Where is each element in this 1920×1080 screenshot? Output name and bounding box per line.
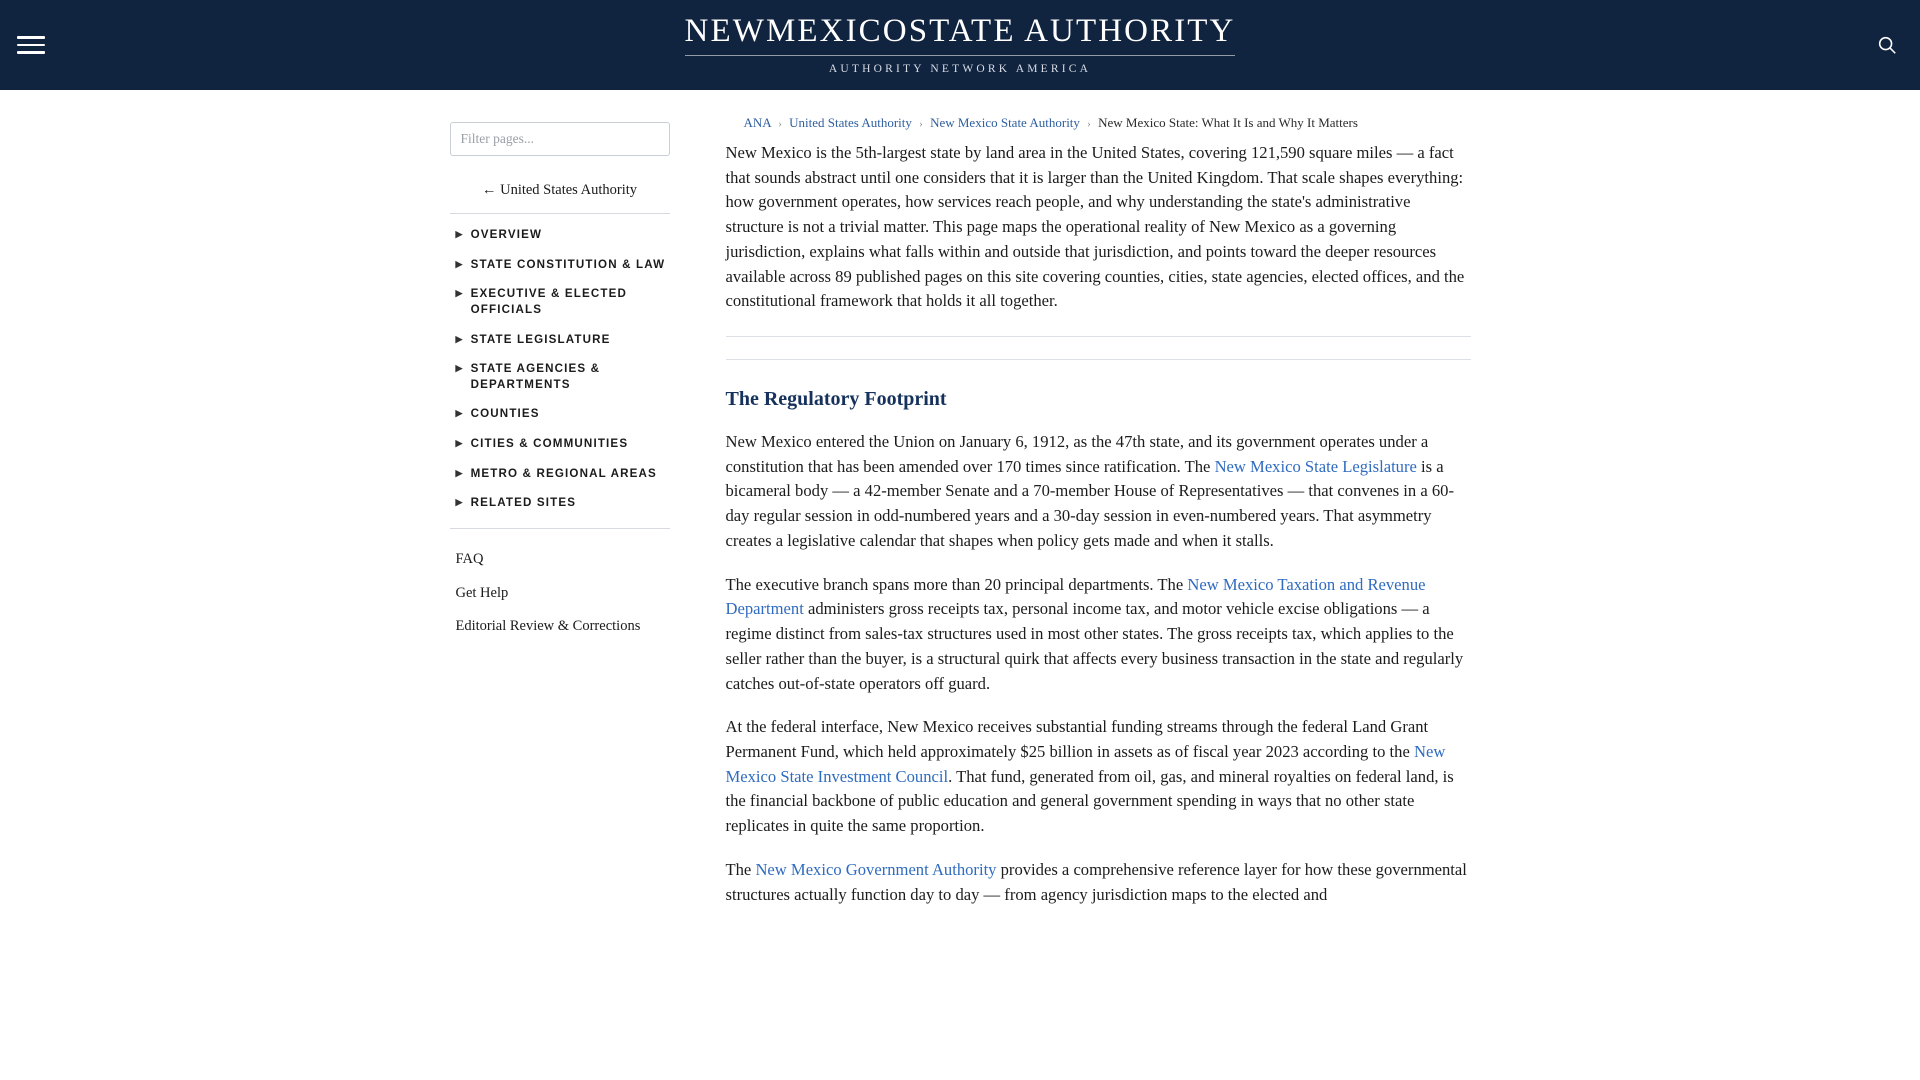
- paragraph-government-authority: [726, 858, 1471, 907]
- sidebar-item-executive-elected-officials[interactable]: [450, 279, 670, 324]
- sidebar-item-state-constitution-law[interactable]: [450, 250, 670, 280]
- sidebar-item-related-sites[interactable]: [450, 488, 670, 518]
- breadcrumb-item-ana[interactable]: ANA: [743, 115, 771, 130]
- sidebar-item-state-agencies-departments[interactable]: [450, 354, 670, 399]
- link-new-mexico-taxation-and-revenue-department[interactable]: New Mexico Taxation and Revenue Department: [725, 574, 1426, 619]
- sidebar-item-overview[interactable]: [450, 220, 670, 250]
- site-title: NEWMEXICOSTATE AUTHORITY: [685, 15, 1236, 56]
- hamburger-bar: [17, 44, 45, 47]
- hamburger-bar: [17, 51, 45, 54]
- link-new-mexico-state-legislature[interactable]: New Mexico State Legislature: [1214, 456, 1417, 476]
- paragraph-text: is a bicameral body — a 42-member Senate and a 70-member House of Representatives — that convenes in a 60-day regular session in odd-numbered years and a 30-day session in even-numbered years. That asymmetry creates a legislative calendar that shapes when policy gets made and when it stalls.: [725, 456, 1454, 550]
- filter-pages-input[interactable]: [450, 122, 670, 156]
- site-header: [0, 0, 1920, 90]
- site-subtitle: AUTHORITY NETWORK AMERICA: [828, 62, 1092, 75]
- section-heading: The Regulatory Footprint: [725, 388, 947, 411]
- page-body: [0, 90, 1920, 926]
- sidebar-item-state-legislature[interactable]: [450, 325, 670, 355]
- triangle-right-icon: ▶: [455, 229, 464, 239]
- triangle-right-icon: ▶: [455, 288, 464, 299]
- site-brand[interactable]: [684, 12, 1236, 76]
- paragraph-text: New Mexico entered the Union on January 6, 1912, as the 47th state, and its government operates under a constitution that has been amended over 170 times since ratification. The: [725, 432, 1429, 476]
- sidebar-item-faq[interactable]: FAQ: [455, 551, 484, 568]
- paragraph-legislature: [726, 430, 1471, 554]
- sidebar-item-label: OVERVIEW: [470, 228, 543, 241]
- paragraph-text: provides a comprehensive reference layer for how these governmental structures actually function day to day — from agency jurisdiction maps to the elected and: [725, 859, 1467, 904]
- sidebar-nav-list: [450, 220, 670, 529]
- triangle-right-icon: ▶: [455, 467, 464, 478]
- breadcrumb-current-page: New Mexico State: What It Is and Why It Matters: [1098, 115, 1358, 130]
- breadcrumb-separator: ›: [919, 118, 923, 130]
- link-new-mexico-state-investment-council[interactable]: New Mexico State Investment Council: [725, 741, 1446, 786]
- hamburger-bar: [17, 36, 45, 39]
- sidebar-item-counties[interactable]: [450, 399, 670, 429]
- paragraph-text: administers gross receipts tax, personal income tax, and motor vehicle excise obligations — a regime distinct from sales-tax structures used in most other states. The gross receipts tax, which applies to the seller rather than the buyer, is a structural quirk that affects every business transaction in the state and regularly catches out-of-state operators off guard.: [725, 599, 1464, 693]
- hamburger-icon[interactable]: [14, 28, 48, 62]
- sidebar-item-get-help[interactable]: Get Help: [455, 584, 509, 601]
- paragraph-text: At the federal interface, New Mexico receives substantial funding streams through the federal Land Grant Permanent Fund, which held approximately $25 billion in assets as of fiscal year 2023 according to the: [725, 717, 1429, 761]
- sidebar-item-label: STATE LEGISLATURE: [470, 332, 611, 346]
- paragraph-text: . That fund, generated from oil, gas, and mineral royalties on federal land, is the financial backbone of public education and general government spending in ways that no other state replicates in quite the same proportion.: [725, 766, 1454, 836]
- section-divider: [726, 336, 1471, 337]
- sidebar: [450, 112, 670, 926]
- paragraph-federal-interface: [726, 715, 1471, 839]
- main-content: [726, 112, 1471, 926]
- lead-paragraph: New Mexico is the 5th-largest state by land area in the United States, covering 121,590 square miles — a fact that sounds abstract until one considers that it is larger than the United Kingdom. That scale shapes everything: how government operates, how services reach people, and why understanding the state's administrative structure is not a trivial matter. This page maps the operational reality of New Mexico as a governing jurisdiction, explains what falls within and outside that jurisdiction, and points toward the deeper resources available across 89 published pages on this site covering counties, cities, state agencies, elected offices, and the constitutional framework that holds it all together.: [725, 143, 1465, 311]
- breadcrumb-separator: ›: [1087, 118, 1091, 130]
- link-new-mexico-government-authority[interactable]: New Mexico Government Authority: [755, 859, 997, 879]
- paragraph-text: The: [725, 859, 756, 879]
- section-divider: [726, 359, 1471, 360]
- sidebar-item-label: STATE AGENCIES & DEPARTMENTS: [470, 362, 601, 391]
- sidebar-item-label: RELATED SITES: [470, 496, 577, 510]
- sidebar-item-label: COUNTIES: [470, 407, 540, 421]
- triangle-right-icon: ▶: [455, 497, 464, 508]
- paragraph-executive-branch: [726, 573, 1471, 697]
- triangle-right-icon: ▶: [455, 438, 464, 449]
- back-to-united-states-authority-link[interactable]: ← United States Authority: [450, 176, 670, 214]
- triangle-right-icon: ▶: [455, 408, 464, 419]
- paragraph-text: The executive branch spans more than 20 principal departments. The: [725, 574, 1188, 594]
- sidebar-item-label: METRO & REGIONAL AREAS: [470, 466, 657, 480]
- triangle-right-icon: ▶: [455, 258, 464, 269]
- sidebar-item-metro-regional-areas[interactable]: [450, 459, 670, 489]
- sidebar-item-label: CITIES & COMMUNITIES: [470, 437, 629, 451]
- breadcrumb-item-united-states-authority[interactable]: United States Authority: [789, 115, 912, 130]
- search-icon[interactable]: [1872, 30, 1902, 60]
- sidebar-item-editorial-review-corrections[interactable]: Editorial Review & Corrections: [455, 618, 641, 635]
- triangle-right-icon: ▶: [455, 363, 464, 374]
- sidebar-item-label: STATE CONSTITUTION & LAW: [470, 257, 666, 271]
- breadcrumb: [726, 112, 1471, 137]
- sidebar-item-label: EXECUTIVE & ELECTED OFFICIALS: [470, 287, 628, 316]
- breadcrumb-item-new-mexico-state-authority[interactable]: New Mexico State Authority: [930, 115, 1080, 130]
- triangle-right-icon: ▶: [455, 333, 464, 344]
- sidebar-secondary-links: [450, 529, 670, 644]
- breadcrumb-separator: ›: [778, 118, 782, 130]
- sidebar-item-cities-communities[interactable]: [450, 429, 670, 459]
